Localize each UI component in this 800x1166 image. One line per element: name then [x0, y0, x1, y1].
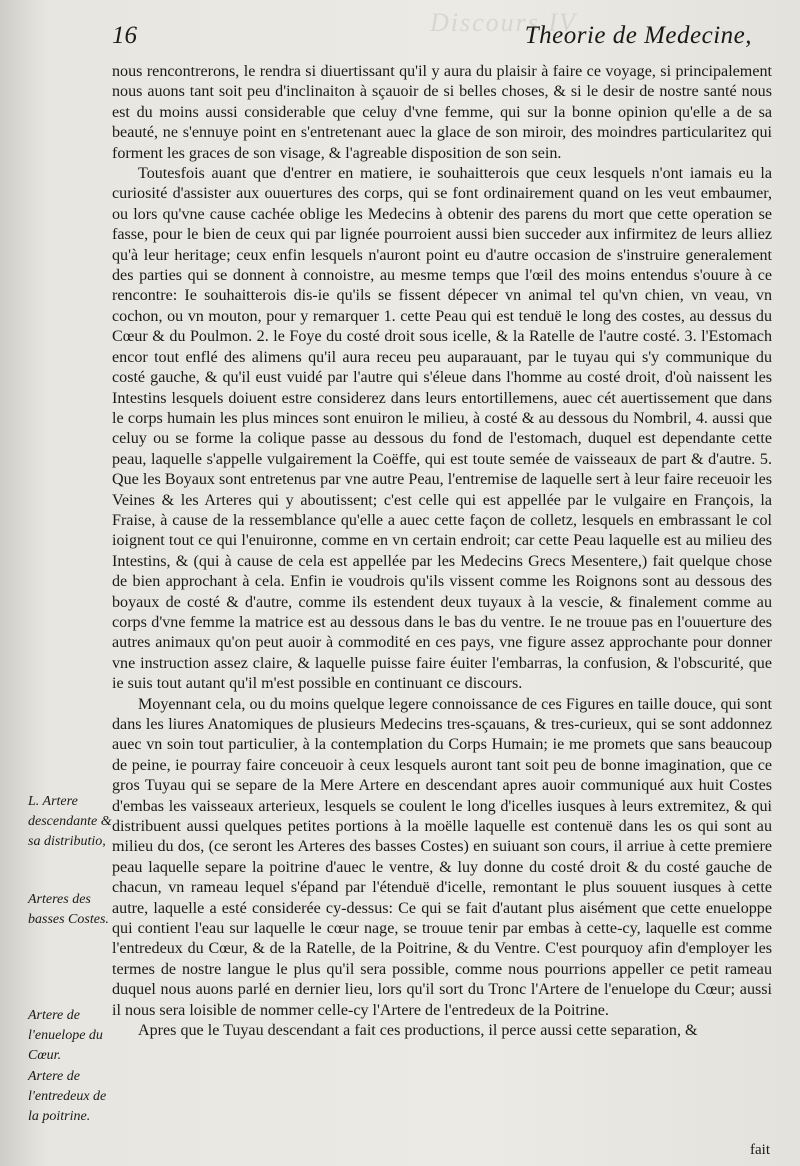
margin-note: Arteres des basses Costes.	[28, 892, 109, 927]
page-number: 16	[112, 22, 137, 49]
margin-note: L. Artere descendante & sa distributio,	[28, 794, 112, 849]
catchword: fait	[750, 1142, 770, 1158]
body-text	[112, 62, 772, 1042]
paragraph: Moyennant cela, ou du moins quelque legere connoissance de ces Figures en taille douce, qui sont dans les liures Anatomiques de plusieurs Medecins tres-sçauans, & tres-curieux, qui se sont addonnez auec vn soin tout particulier, à la contemplation du Corps Humain; ie me promets que sans beaucoup de peine, ie pourray faire conceuoir à ceux lesquels auront tant soit peu de bonne imagination, que ce gros Tuyau qui se separe de la Mere Artere en descendant apres auoir communiqué aux huit Costes d'embas les vaisseaux arterieux, lesquels se coulent le long d'icelles iusques à leurs extremitez, & qui distribuent aussi quelques petites portions à la moëlle laquelle est contenuë dans les os qui sont au milieu du dos, (ce seront les Arteres des basses Costes) en suiuant son cours, il arriue à cette premiere peau laquelle separe la poitrine d'auec le ventre, & luy donne du costé droit & du costé gauche de chacun, vn rameau lequel s'épand par l'étenduë d'icelle, remontant le plus souuent iusques à cette autre, laquelle a esté considerée cy-dessus: Ce qui se fait d'autant plus aisément que cette enueloppe qui contient l'eau sur laquelle le cœur nage, se trouue tenir par embas à cette-cy, laquelle est comme l'entredeux du Cœur, & de la Ratelle, de la Poitrine, & du Ventre. C'est pourquoy afin d'employer les termes de nostre langue le plus qu'il sera possible, comme nous pourrions appeller ce petit rameau duquel nous auons parlé en dernier lieu, lors qu'il sort du Tronc l'Artere de l'enuelope du Cœur; aussi il nous sera loisible de nommer celle-cy l'Artere de l'entredeux de la Poitrine.	[112, 695, 772, 1019]
paragraph: Toutesfois auant que d'entrer en matiere, ie souhaitterois que ceux lesquels n'ont iamais eu la curiosité d'assister aux ouuertures des corps, qui se font ordinairement quand on les veut embaumer, ou lors qu'vne cause cachée oblige les Medecins à obtenir des parens du mort que cette operation se fasse, pour le bien de ceux qui par lignée pourroient aussi bien succeder aux infirmitez de leurs alliez qu'à leur heritage; ceux enfin lesquels n'auront point eu d'autre occasion de s'instruire generalement des parties qui se donnent à connoistre, au mesme temps que l'œil des moins entendus s'ouure à ce rencontre: Ie souhaitterois dis-ie qu'ils se fissent dépecer vn animal tel qu'vn chien, vn veau, vn cochon, ou vn mouton, pour y remarquer 1. cette Peau qui est tenduë le long des costes, au dessus du Cœur & du Poulmon. 2. le Foye du costé droit sous icelle, & la Ratelle de l'autre costé. 3. l'Estomach encor tout enflé des alimens qu'il aura receu peu auparauant, par le tuyau qui s'y communique du costé gauche, & qu'il eust vuidé par l'autre qui s'éleue dans l'homme au costé droit, d'où naissent les Intestins lesquels doiuent estre considerez dans leurs entortillemens, auec cét auertissement que dans le corps humain les plus minces sont enuiron le milieu, à costé & au dessous du Nombril, 4. aussi que celuy ou se forme la colique passe au dessous du fond de l'estomach, duquel est dependante cette peau, laquelle s'appelle vulgairement la Coëffe, qui est toute semée de vaisseaux de part & d'autre. 5. Que les Boyaux sont entretenus par vne autre Peau, l'entremise de laquelle sert à leur faire receuoir les Veines & les Arteres qui y aboutissent; c'est celle qui est appellée par le vulgaire en François, la Fraise, à cause de la ressemblance qu'elle a auec cette façon de colletz, lesquels en embrassant le col ioignent tout ce qui l'enuironne, comme en vn certain endroit; car cette Peau laquelle est au milieu des Intestins, & (qui à cause de cela est appellée par les Medecins Grecs Mesentere,) fait quelque chose de bien approchant à cela. Enfin ie voudrois qu'ils vissent comme les Roignons sont au dessous des boyaux de costé & d'autre, comme ils estendent deux tuyaux à la vescie, & finalement comme au corps d'vne femme la matrice est au dessous dans le bas du ventre. Ie ne trouue pas en l'ouuerture des autres animaux qu'on peut auoir à commodité en ces pays, vne figure assez approchante pour donner vne instruction assez claire, & laquelle puisse faire éuiter l'embarras, la confusion, & l'obscurité, que ie suis tout autant qu'il m'est possible en continuant ce discours.	[112, 165, 772, 693]
margin-note: Artere de l'enuelope du Cœur.	[28, 1008, 103, 1063]
paragraph: nous rencontrerons, le rendra si diuertissant qu'il y aura du plaisir à faire ce voyage, si principalement nous auons tant soit peu d'inclinaiton à sçauoir de si belles choses, & si le desir de nostre santé nous est du moins aussi considerable que celuy d'vne femme, qui sur la bonne opinion qu'elle a de sa beauté, ne s'ennuye point en s'entretenant auec la glace de son miroir, des moindres particularitez qui forment les graces de son visage, & l'agreable disposition de son sein.	[112, 63, 772, 162]
bleed-through-text: Discours IV	[430, 8, 577, 37]
paragraph: Apres que le Tuyau descendant a fait ces productions, il perce aussi cette separation, &	[138, 1022, 698, 1040]
margin-note: Artere de l'entredeux de la poitrine.	[28, 1069, 107, 1124]
running-title: Theorie de Medecine,	[524, 22, 752, 49]
page-header	[112, 22, 752, 58]
